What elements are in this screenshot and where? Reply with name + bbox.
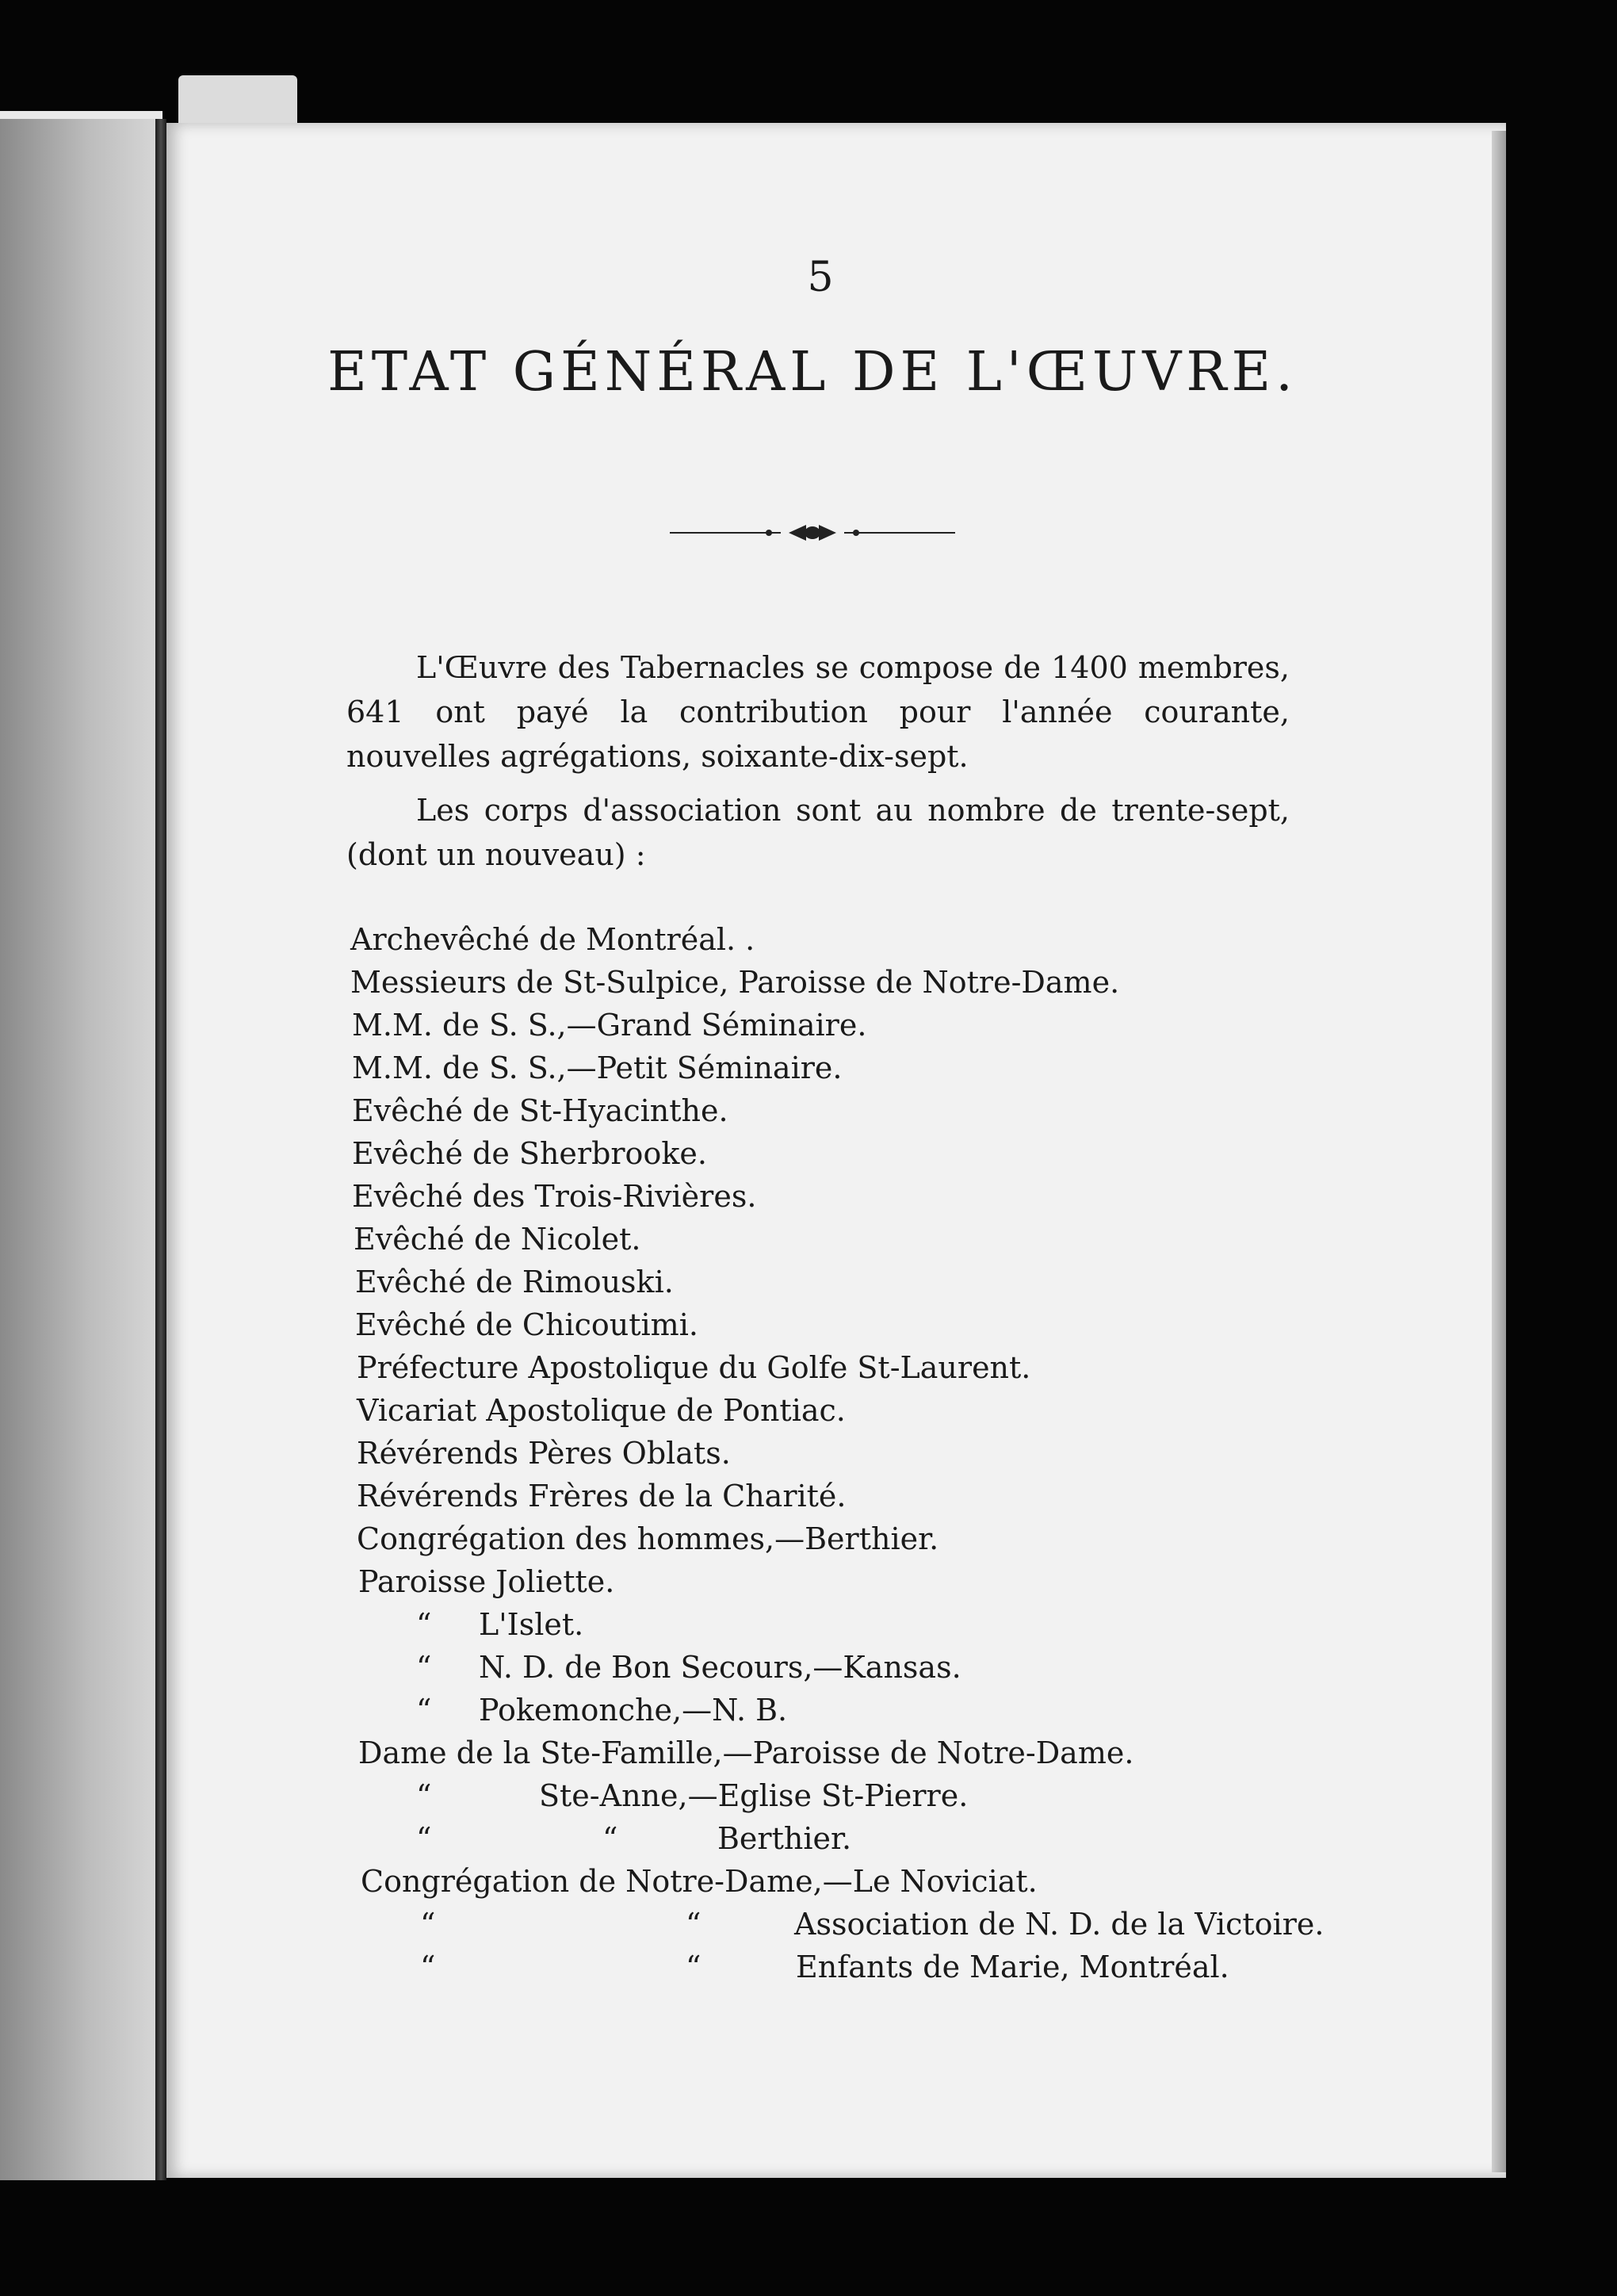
ornament-divider: [670, 517, 955, 549]
ditto-mark: “: [416, 1650, 432, 1685]
list-item: Congrégation de Notre-Dame,—Le Noviciat.: [361, 1864, 1038, 1899]
list-item: L'Islet.: [479, 1607, 584, 1642]
ditto-mark: “: [416, 1607, 432, 1642]
association-paragraph-text: Les corps d'association sont au nombre de trente-sept, (dont un nouveau) :: [346, 793, 1290, 872]
page-edge: [1492, 131, 1506, 2172]
list-item: Archevêché de Montréal. .: [350, 922, 755, 957]
list-item: Evêché de Sherbrooke.: [352, 1136, 707, 1171]
list-item: Evêché de Rimouski.: [355, 1265, 674, 1299]
list-item: Révérends Pères Oblats.: [357, 1436, 731, 1471]
facing-page: [0, 119, 162, 2180]
list-item: Révérends Frères de la Charité.: [357, 1479, 847, 1513]
list-item: Berthier.: [717, 1821, 852, 1856]
intro-paragraph-text: L'Œuvre des Tabernacles se compose de 1400 membres, 641 ont payé la contribution pour l'année courante, nouvelles agrégations, soixante-dix-sept.: [346, 650, 1290, 774]
ditto-mark: “: [416, 1821, 432, 1856]
ditto-mark: “: [686, 1950, 701, 1984]
list-item: Paroisse Joliette.: [358, 1564, 615, 1599]
ditto-mark: “: [416, 1693, 432, 1728]
ditto-mark: “: [686, 1907, 701, 1942]
list-item: Vicariat Apostolique de Pontiac.: [357, 1393, 846, 1428]
intro-paragraph: [346, 645, 1290, 779]
list-item: Dame de la Ste-Famille,—Paroisse de Notre-Dame.: [358, 1735, 1134, 1770]
book-spine: [155, 119, 166, 2180]
ditto-mark: “: [420, 1907, 436, 1942]
list-item: Enfants de Marie, Montréal.: [796, 1950, 1229, 1984]
list-item: Association de N. D. de la Victoire.: [794, 1907, 1325, 1942]
list-item: Pokemonche,—N. B.: [479, 1693, 788, 1728]
list-item: Congrégation des hommes,—Berthier.: [357, 1521, 939, 1556]
list-item: Evêché des Trois-Rivières.: [352, 1179, 757, 1214]
list-item: N. D. de Bon Secours,—Kansas.: [479, 1650, 961, 1685]
list-item: Messieurs de St-Sulpice, Paroisse de Notre-Dame.: [350, 965, 1120, 1000]
association-paragraph: [346, 788, 1290, 877]
list-item: M.M. de S. S.,—Petit Séminaire.: [352, 1050, 843, 1085]
list-item: Préfecture Apostolique du Golfe St-Laurent.: [357, 1350, 1031, 1385]
list-item: Ste-Anne,—Eglise St-Pierre.: [539, 1778, 969, 1813]
list-item: M.M. de S. S.,—Grand Séminaire.: [352, 1008, 867, 1043]
ditto-mark: “: [602, 1821, 618, 1856]
page-title: ETAT GÉNÉRAL DE L'ŒUVRE.: [327, 341, 1298, 404]
list-item: Evêché de Chicoutimi.: [355, 1307, 698, 1342]
page-number: 5: [807, 254, 834, 301]
ditto-mark: “: [420, 1950, 436, 1984]
list-item: Evêché de St-Hyacinthe.: [352, 1093, 728, 1128]
list-item: Evêché de Nicolet.: [354, 1222, 641, 1257]
ditto-mark: “: [416, 1778, 432, 1813]
